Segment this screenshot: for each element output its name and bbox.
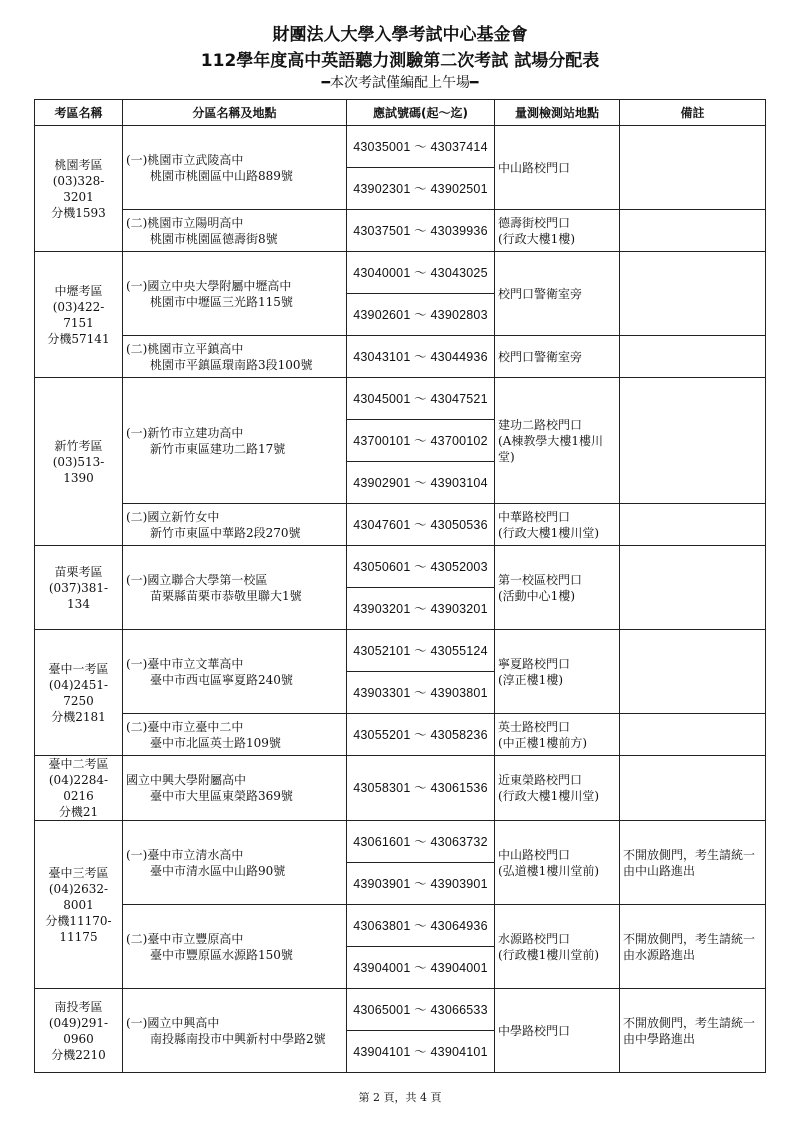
exam-area-line: 分機2181 [51,709,106,724]
table-row [35,126,766,168]
table-row [35,546,766,588]
site-name-line: 臺中市清水區中山路90號 [150,863,286,878]
exam-area-line: 分機2210 [51,1047,106,1062]
exam-site-cell [123,252,347,336]
temperature-station-cell [495,546,620,630]
station-line: 德壽街校門口 [498,215,571,230]
remark-line: 不開放側門，考生請統一 [623,847,756,862]
exam-number-range: 43045001 ～ 43047521 [347,378,495,420]
exam-number-range: 43035001 ～ 43037414 [347,126,495,168]
temperature-station-cell [495,989,620,1073]
station-line: (行政大樓1樓川堂) [498,789,599,803]
page-footer: 第 2 頁，共 4 頁 [358,1091,442,1104]
station-line: 校門口警衛室旁 [498,286,583,301]
exam-number-range: 43040001 ～ 43043025 [347,252,495,294]
site-name-line: 桃園市中壢區三光路115號 [150,294,293,309]
site-name-line: (二)桃園市立陽明高中 [126,215,244,230]
table-row [35,714,766,756]
site-name-line: (一)桃園市立武陵高中 [126,152,244,167]
site-name-line: (一)新竹市立建功高中 [126,425,244,440]
site-name-line: 臺中市豐原區水源路150號 [150,947,293,962]
exam-site-cell [123,630,347,714]
remark-cell [620,989,766,1073]
exam-number-range: 43903301 ～ 43903801 [347,672,495,714]
exam-area-cell [35,252,123,378]
station-line: 英士路校門口 [498,719,571,734]
column-header-area: 考區名稱 [35,100,123,126]
temperature-station-cell [495,378,620,504]
site-name-line: 桃園市桃園區德壽街8號 [150,231,278,246]
site-name-line: 新竹市東區建功二路17號 [150,441,286,456]
table-row [35,630,766,672]
exam-site-cell [123,210,347,252]
column-header-range: 應試號碼(起～迄) [347,100,495,126]
remark-line: 不開放側門，考生請統一 [623,931,756,946]
table-row [35,756,766,821]
exam-area-line: (04)2451-7250 [48,677,109,708]
exam-area-cell [35,126,123,252]
site-name-line: (一)國立中央大學附屬中壢高中 [126,278,292,293]
exam-site-cell [123,126,347,210]
remark-line: 由中學路進出 [623,1031,696,1046]
table-row [35,378,766,420]
exam-area-line: (03)513-1390 [52,454,105,485]
exam-area-line: (04)2632-8001 [48,881,109,912]
temperature-station-cell [495,504,620,546]
site-name-line: (一)臺中市立文華高中 [126,656,244,671]
exam-number-range: 43055201 ～ 43058236 [347,714,495,756]
exam-area-line: (03)328-3201 [52,173,105,204]
exam-area-line: 分機11170-11175 [45,913,112,944]
remark-cell [620,378,766,504]
station-line: 寧夏路校門口 [498,656,571,671]
temperature-station-cell [495,336,620,378]
site-name-line: 桃園市平鎮區環南路3段100號 [150,357,313,372]
station-line: (弘道樓1樓川堂前) [498,863,599,878]
exam-number-range: 43050601 ～ 43052003 [347,546,495,588]
exam-area-cell [35,630,123,756]
exam-number-range: 43047601 ～ 43050536 [347,504,495,546]
site-name-line: (二)桃園市立平鎮高中 [126,341,244,356]
exam-number-range: 43902601 ～ 43902803 [347,294,495,336]
exam-site-cell [123,504,347,546]
site-name-line: 桃園市桃園區中山路889號 [150,168,293,183]
remark-line: 由水源路進出 [623,947,696,962]
exam-area-line: 分機57141 [47,331,110,346]
exam-site-cell [123,821,347,905]
exam-area-line: 臺中三考區 [48,865,109,880]
remark-cell [620,714,766,756]
exam-area-line: 臺中一考區 [48,661,109,676]
exam-number-range: 43058301 ～ 43061536 [347,756,495,821]
exam-site-cell [123,378,347,504]
document-org-title: 財團法人大學入學考試中心基金會 [272,25,528,45]
exam-area-line: (03)422-7151 [52,299,105,330]
site-name-line: (一)國立聯合大學第一校區 [126,572,268,587]
station-line: 中華路校門口 [498,509,571,524]
remark-cell [620,630,766,714]
site-name-line: 國立中興大學附屬高中 [126,773,247,787]
remark-cell [620,504,766,546]
site-name-line: 新竹市東區中華路2段270號 [150,525,301,540]
remark-cell [620,821,766,905]
exam-number-range: 43063801 ～ 43064936 [347,905,495,947]
site-name-line: 臺中市西屯區寧夏路240號 [150,672,293,687]
table-row [35,905,766,947]
exam-area-line: (049)291-0960 [48,1015,109,1046]
document-title: 112學年度高中英語聽力測驗第二次考試 試場分配表 [200,51,600,71]
station-line: 第一校區校門口 [498,572,583,587]
exam-site-cell [123,546,347,630]
exam-area-cell [35,756,123,821]
remark-cell [620,126,766,210]
exam-area-cell [35,821,123,989]
site-name-line: (二)臺中市立豐原高中 [126,931,244,946]
exam-area-line: 中壢考區 [54,283,103,298]
station-line: (淳正樓1樓) [498,672,563,687]
station-line: 中山路校門口 [498,847,571,862]
column-header-note: 備註 [620,100,766,126]
exam-area-line: 南投考區 [54,999,103,1014]
exam-number-range: 43903901 ～ 43903901 [347,863,495,905]
table-row [35,504,766,546]
table-header-row [35,100,766,126]
exam-area-line: 分機1593 [51,205,106,220]
site-name-line: 臺中市北區英士路109號 [150,735,281,750]
site-name-line: 臺中市大里區東榮路369號 [150,789,293,803]
temperature-station-cell [495,630,620,714]
exam-area-line: 新竹考區 [54,438,103,453]
exam-number-range: 43037501 ～ 43039936 [347,210,495,252]
site-name-line: (一)國立中興高中 [126,1015,220,1030]
temperature-station-cell [495,714,620,756]
exam-area-cell [35,378,123,546]
exam-number-range: 43902301 ～ 43902501 [347,168,495,210]
temperature-station-cell [495,252,620,336]
exam-site-cell [123,905,347,989]
station-line: 中學路校門口 [498,1023,571,1038]
remark-cell [620,336,766,378]
exam-number-range: 43061601 ～ 43063732 [347,821,495,863]
station-line: 校門口警衛室旁 [498,349,583,364]
column-header-site: 分區名稱及地點 [123,100,347,126]
station-line: 近東榮路校門口 [498,773,583,787]
table-row [35,336,766,378]
station-line: (活動中心1樓) [498,588,575,603]
remark-cell [620,252,766,336]
station-line: 中山路校門口 [498,160,571,175]
site-name-line: 南投縣南投市中興新村中學路2號 [150,1031,326,1046]
exam-site-cell [123,336,347,378]
station-line: (行政樓1樓川堂前) [498,947,599,962]
temperature-station-cell [495,126,620,210]
exam-site-cell [123,756,347,821]
exam-area-line: 苗栗考區 [54,564,103,579]
exam-area-line: (04)2284-0216 [48,773,109,803]
exam-area-cell [35,989,123,1073]
exam-area-line: 桃園考區 [54,157,103,172]
remark-cell [620,756,766,821]
remark-cell [620,546,766,630]
exam-area-cell [35,546,123,630]
temperature-station-cell [495,756,620,821]
station-line: 堂) [498,449,515,464]
table-row [35,821,766,863]
table-row [35,989,766,1031]
site-name-line: (一)臺中市立清水高中 [126,847,244,862]
remark-cell [620,905,766,989]
remark-cell [620,210,766,252]
exam-number-range: 43903201 ～ 43903201 [347,588,495,630]
remark-line: 不開放側門，考生請統一 [623,1015,756,1030]
remark-line: 由中山路進出 [623,863,696,878]
exam-area-line: (037)381-134 [48,580,109,611]
table-row [35,210,766,252]
exam-number-range: 43065001 ～ 43066533 [347,989,495,1031]
assignment-table [34,99,766,1073]
temperature-station-cell [495,905,620,989]
temperature-station-cell [495,821,620,905]
exam-number-range: 43043101 ～ 43044936 [347,336,495,378]
document-subtitle: ━本次考試僅編配上午場━ [321,75,479,91]
exam-site-cell [123,989,347,1073]
station-line: (A棟教學大樓1樓川 [498,433,603,448]
column-header-station: 量測檢測站地點 [495,100,620,126]
exam-area-line: 分機21 [58,805,99,819]
exam-number-range: 43904101 ～ 43904101 [347,1031,495,1073]
site-name-line: 苗栗縣苗栗市恭敬里聯大1號 [150,588,302,603]
station-line: 水源路校門口 [498,931,571,946]
station-line: (中正樓1樓前方) [498,735,587,750]
table-row [35,252,766,294]
exam-number-range: 43902901 ～ 43903104 [347,462,495,504]
station-line: 建功二路校門口 [498,417,583,432]
exam-number-range: 43700101 ～ 43700102 [347,420,495,462]
exam-site-cell [123,714,347,756]
site-name-line: (二)國立新竹女中 [126,509,220,524]
exam-number-range: 43904001 ～ 43904001 [347,947,495,989]
temperature-station-cell [495,210,620,252]
site-name-line: (二)臺中市立臺中二中 [126,719,244,734]
exam-number-range: 43052101 ～ 43055124 [347,630,495,672]
station-line: (行政大樓1樓川堂) [498,525,599,540]
exam-area-line: 臺中二考區 [48,757,109,771]
station-line: (行政大樓1樓) [498,231,575,246]
